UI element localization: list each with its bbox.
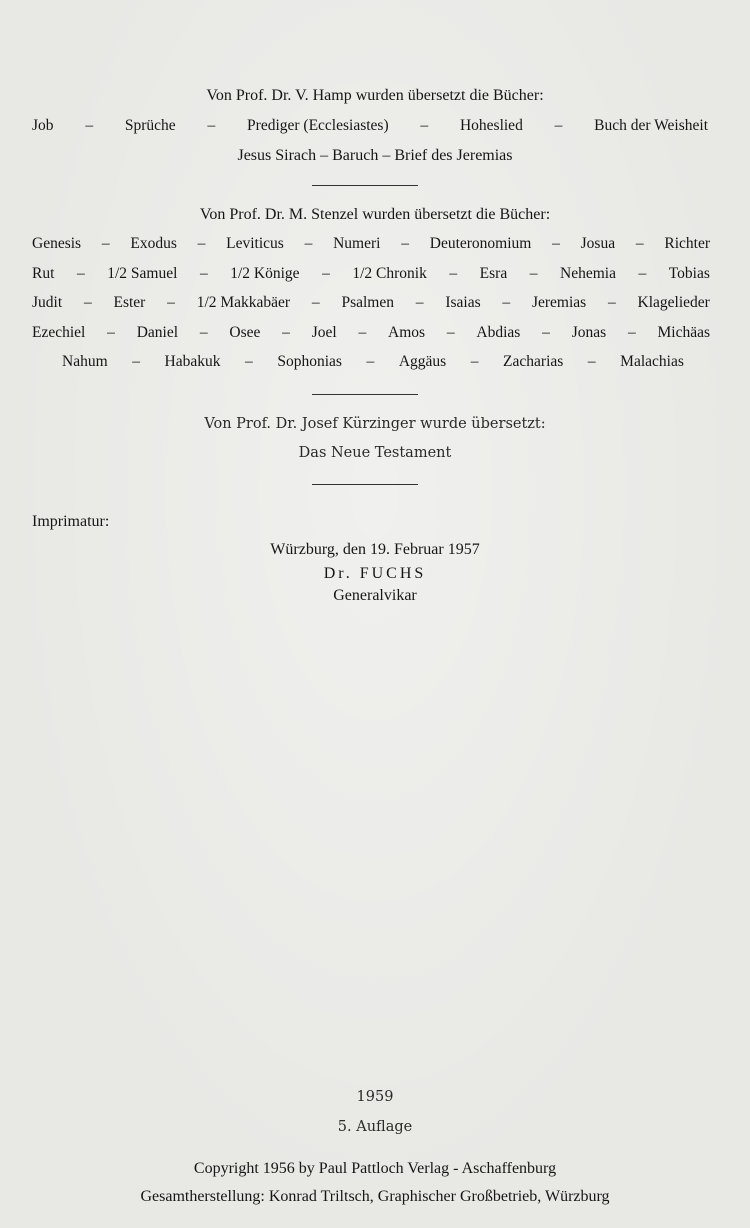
book-name: 1/2 Chronik (352, 265, 427, 282)
book-name: Nahum (62, 353, 108, 370)
dash-separator: – (304, 235, 313, 252)
dash-separator: – (552, 235, 560, 252)
book-name: Daniel (136, 324, 179, 341)
kuerzinger-heading: Von Prof. Dr. Josef Kürzinger wurde übersetzt: (204, 416, 546, 432)
book-name: Habakuk (164, 353, 221, 370)
hamp-books-line-2: Jesus Sirach – Baruch – Brief des Jeremias (237, 147, 513, 164)
stenzel-books-line-5 (62, 352, 684, 372)
dash-separator: – (366, 353, 375, 370)
book-name: Genesis (32, 235, 82, 252)
book-name: Nehemia (560, 265, 616, 282)
stenzel-heading: Von Prof. Dr. M. Stenzel wurden übersetzt die Bücher: (199, 206, 551, 223)
book-name: Deuteronomium (429, 235, 532, 252)
dash-separator: – (638, 265, 647, 282)
book-name: Tobias (668, 265, 710, 282)
stenzel-books-line-1 (32, 234, 710, 254)
book-name: Joel (311, 324, 337, 341)
book-name: Buch der Weisheit (594, 117, 708, 134)
stenzel-books-line-2 (32, 264, 710, 284)
production-line: Gesamtherstellung: Konrad Triltsch, Graphischer Großbetrieb, Würzburg (140, 1188, 610, 1205)
book-name: Ester (113, 294, 146, 311)
dash-separator: – (608, 294, 616, 311)
book-name: Judit (32, 294, 63, 311)
dash-separator: – (401, 235, 409, 252)
copyright-line: Copyright 1956 by Paul Pattloch Verlag - Aschaffenburg (193, 1160, 557, 1177)
dash-separator: – (245, 353, 253, 370)
dash-separator: – (470, 353, 479, 370)
dash-separator: – (554, 117, 563, 134)
book-name: Rut (32, 265, 55, 282)
book-name: Klagelieder (637, 294, 710, 311)
dash-separator: – (542, 324, 550, 341)
imprimatur-name: Dr. FUCHS (323, 565, 427, 582)
dash-separator: – (197, 235, 206, 252)
dash-separator: – (282, 324, 290, 341)
dash-separator: – (199, 324, 208, 341)
dash-separator: – (358, 324, 367, 341)
book-name: Sophonias (277, 353, 342, 370)
dash-separator: – (420, 117, 429, 134)
book-name: Prediger (Ecclesiastes) (247, 117, 389, 134)
book-name: 1/2 Makkabäer (196, 294, 291, 311)
kuerzinger-work: Das Neue Testament (298, 445, 452, 461)
dash-separator: – (446, 324, 455, 341)
book-name: Isaias (445, 294, 481, 311)
dash-separator: – (207, 117, 216, 134)
imprimatur-place-date: Würzburg, den 19. Februar 1957 (270, 541, 480, 558)
dash-separator: – (529, 265, 538, 282)
dash-separator: – (311, 294, 320, 311)
edition-year: 1959 (356, 1089, 394, 1105)
book-name: Leviticus (226, 235, 284, 252)
dash-separator: – (167, 294, 175, 311)
book-name: Josua (580, 235, 616, 252)
hamp-heading: Von Prof. Dr. V. Hamp wurden übersetzt die Bücher: (206, 87, 544, 104)
book-name: Osee (229, 324, 261, 341)
dash-separator: – (449, 265, 458, 282)
section-divider (312, 185, 418, 186)
dash-separator: – (101, 235, 110, 252)
dash-separator: – (76, 265, 85, 282)
book-name: Richter (664, 235, 710, 252)
dash-separator: – (199, 265, 208, 282)
imprimatur-title: Generalvikar (333, 587, 417, 604)
book-name: Jonas (571, 324, 607, 341)
book-name: 1/2 Samuel (107, 265, 178, 282)
book-name: Amos (388, 324, 426, 341)
stenzel-books-line-3 (32, 293, 710, 313)
book-name: Hoheslied (459, 117, 523, 134)
book-name: Malachias (620, 353, 684, 370)
book-name: Esra (479, 265, 508, 282)
book-name: Sprüche (124, 117, 176, 134)
dash-separator: – (132, 353, 140, 370)
book-name: Ezechiel (32, 324, 86, 341)
book-name: Numeri (333, 235, 381, 252)
book-name: Zacharias (503, 353, 564, 370)
imprimatur-label: Imprimatur: (32, 513, 110, 530)
dash-separator: – (107, 324, 115, 341)
dash-separator: – (85, 117, 94, 134)
stenzel-books-line-4 (32, 323, 710, 343)
hamp-books-line-1 (32, 116, 708, 136)
dash-separator: – (627, 324, 636, 341)
book-name: Aggäus (398, 353, 447, 370)
book-name: Exodus (130, 235, 177, 252)
section-divider (312, 484, 418, 485)
book-name: Abdias (476, 324, 521, 341)
dash-separator: – (83, 294, 92, 311)
dash-separator: – (415, 294, 424, 311)
section-divider (312, 394, 418, 395)
book-name: 1/2 Könige (230, 265, 300, 282)
dash-separator: – (587, 353, 596, 370)
dash-separator: – (322, 265, 330, 282)
book-name: Jeremias (531, 294, 587, 311)
dash-separator: – (635, 235, 644, 252)
book-name: Job (32, 117, 54, 134)
edition-auflage: 5. Auflage (337, 1119, 413, 1135)
book-name: Michäas (657, 324, 710, 341)
dash-separator: – (502, 294, 511, 311)
book-name: Psalmen (341, 294, 394, 311)
